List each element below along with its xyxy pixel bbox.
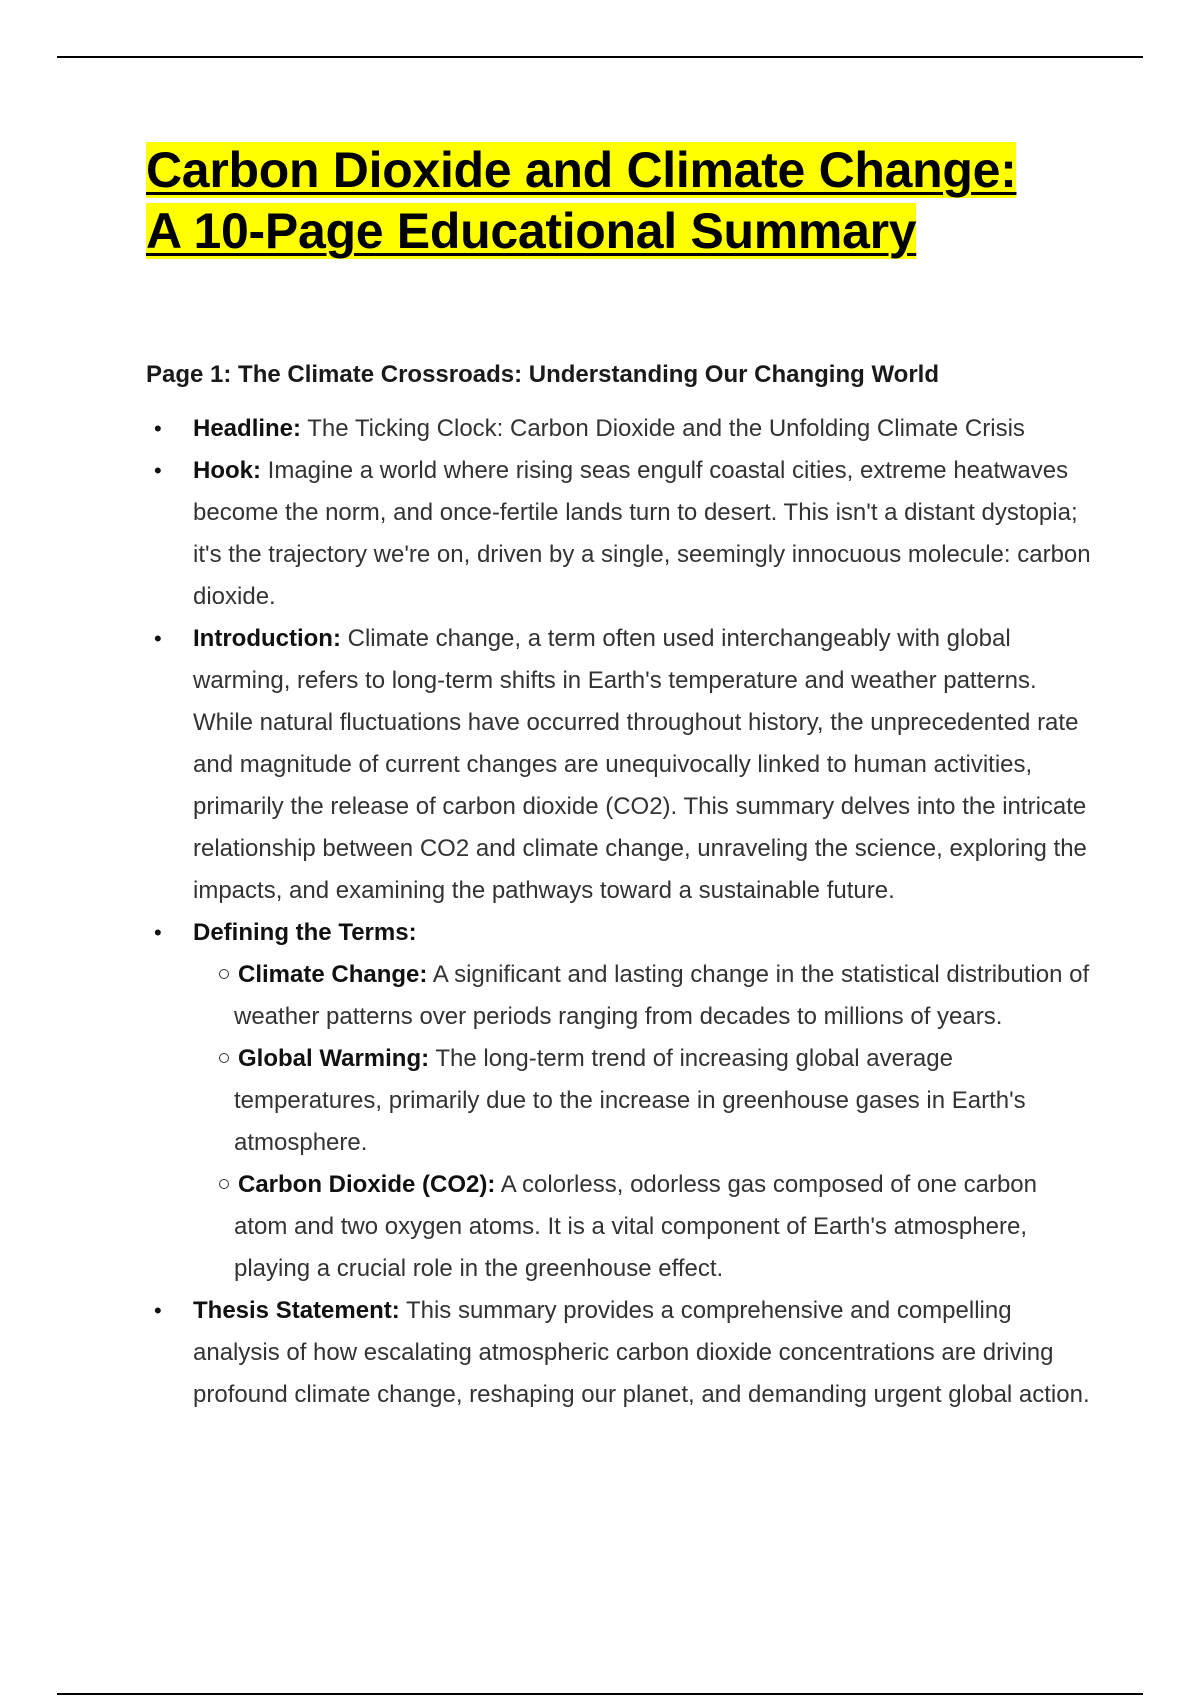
circle-bullet-icon (219, 1179, 229, 1189)
document-title-line-2: A 10-Page Educational Summary (146, 203, 917, 259)
sub-item-label: Global Warming: (238, 1045, 430, 1072)
sub-item-climate-change (193, 954, 1096, 1038)
bullet-list (146, 408, 1096, 1416)
item-text: Imagine a world where rising seas engulf coastal cities, extreme heatwaves become the norm, and once-fertile lands turn to desert. This isn't a distant dystopia; it's the trajectory we're on, driven by a single, seemingly innocuous molecule: carbon dioxide. (193, 457, 1091, 610)
list-item-hook (146, 450, 1096, 618)
item-label: Headline: (193, 415, 302, 442)
document-title-line-1: Carbon Dioxide and Climate Change: (146, 142, 1017, 198)
bullet-icon: • (154, 920, 162, 945)
bullet-icon: • (154, 1298, 162, 1323)
item-label: Defining the Terms: (193, 919, 417, 946)
list-item-headline (146, 408, 1096, 450)
circle-bullet-icon (219, 969, 229, 979)
item-label: Hook: (193, 457, 261, 484)
item-text: This summary provides a comprehensive and compelling analysis of how escalating atmospheric carbon dioxide concentrations are driving profound climate change, reshaping our planet, and demanding urgent global action. (193, 1297, 1090, 1408)
bullet-icon: • (154, 626, 162, 651)
item-label: Thesis Statement: (193, 1297, 400, 1324)
bottom-page-rule (57, 1693, 1143, 1695)
list-item-introduction (146, 618, 1096, 912)
top-page-rule (57, 56, 1143, 58)
item-text: The Ticking Clock: Carbon Dioxide and the Unfolding Climate Crisis (307, 415, 1025, 442)
bullet-icon: • (154, 416, 162, 441)
document-page (146, 140, 1096, 1416)
list-item-defining-terms (146, 912, 1096, 1290)
sub-item-text: The long-term trend of increasing global average temperatures, primarily due to the increase in greenhouse gases in Earth's atmosphere. (234, 1045, 1026, 1156)
list-item-thesis (146, 1290, 1096, 1416)
item-label: Introduction: (193, 625, 341, 652)
sub-item-text: A colorless, odorless gas composed of one carbon atom and two oxygen atoms. It is a vital component of Earth's atmosphere, playing a crucial role in the greenhouse effect. (234, 1171, 1037, 1282)
sub-item-label: Climate Change: (238, 961, 428, 988)
bullet-icon: • (154, 458, 162, 483)
section-heading: Page 1: The Climate Crossroads: Understanding Our Changing World (146, 361, 939, 388)
sub-item-label: Carbon Dioxide (CO2): (238, 1171, 496, 1198)
sub-item-text: A significant and lasting change in the statistical distribution of weather patterns over periods ranging from decades to millions of years. (234, 961, 1090, 1030)
document-title (146, 140, 1096, 262)
sub-bullet-list (193, 954, 1096, 1290)
sub-item-global-warming (193, 1038, 1096, 1164)
sub-item-carbon-dioxide (193, 1164, 1096, 1290)
circle-bullet-icon (219, 1053, 229, 1063)
item-text: Climate change, a term often used interchangeably with global warming, refers to long-term shifts in Earth's temperature and weather patterns. While natural fluctuations have occurred throughout history, the unprecedented rate and magnitude of current changes are unequivocally linked to human activities, primarily the release of carbon dioxide (CO2). This summary delves into the intricate relationship between CO2 and climate change, unraveling the science, exploring the impacts, and examining the pathways toward a sustainable future. (193, 625, 1087, 904)
